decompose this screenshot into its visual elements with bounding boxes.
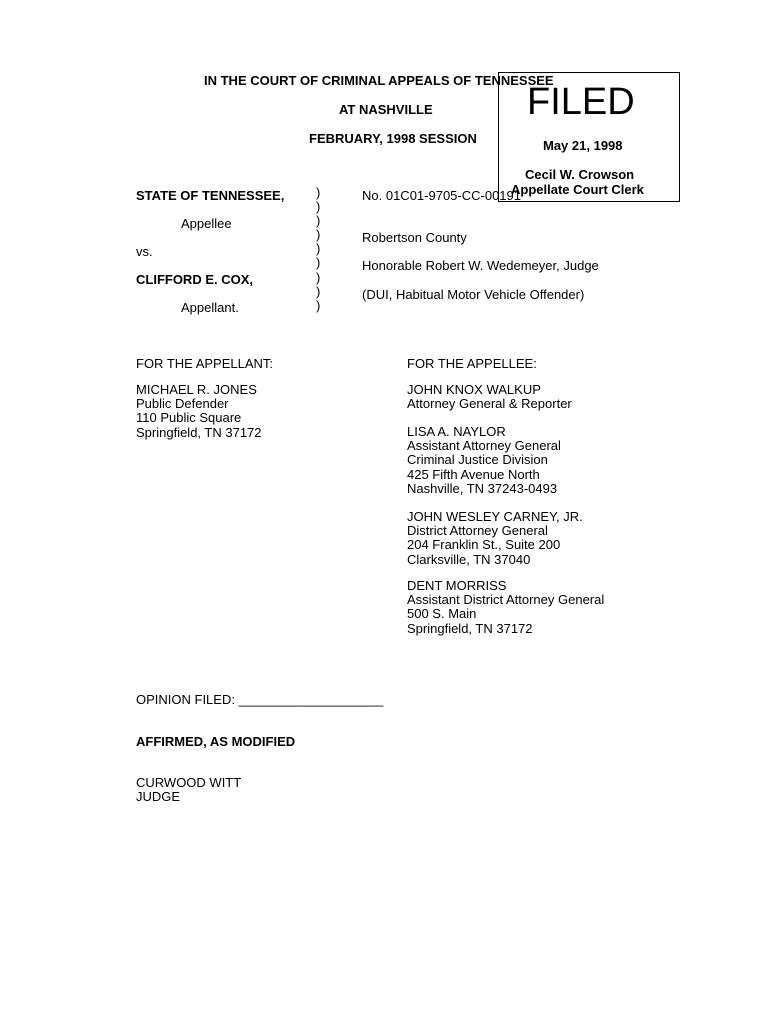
versus-label: vs.	[136, 244, 153, 259]
clerk-title: Appellate Court Clerk	[511, 182, 644, 197]
appellee-role: Appellee	[181, 216, 232, 231]
court-session: FEBRUARY, 1998 SESSION	[309, 131, 477, 146]
appellant-attorney-block: MICHAEL R. JONES Public Defender 110 Public Square Springfield, TN 37172	[136, 382, 262, 440]
appellee-attorney-block: LISA A. NAYLOR Assistant Attorney General Criminal Justice Division 425 Fifth Avenue North Nashville, TN 37243-0493	[407, 424, 561, 496]
opinion-author: CURWOOD WITT JUDGE	[136, 775, 242, 805]
appellant-role: Appellant.	[181, 300, 239, 315]
appellee-attorney-block: JOHN WESLEY CARNEY, JR. District Attorney General 204 Franklin St., Suite 200 Clarksville, TN 37040	[407, 509, 583, 567]
filed-date: May 21, 1998	[543, 138, 623, 153]
offense-description: (DUI, Habitual Motor Vehicle Offender)	[362, 287, 585, 302]
appellant-counsel-heading: FOR THE APPELLANT:	[136, 356, 274, 371]
appellee-attorney-block: DENT MORRISS Assistant District Attorney General 500 S. Main Springfield, TN 37172	[407, 578, 605, 636]
caption-paren-column: ) ) ) ) ) ) ) ) )	[316, 185, 321, 313]
court-name: IN THE COURT OF CRIMINAL APPEALS OF TENNESSEE	[204, 73, 554, 88]
appellee-party-name: STATE OF TENNESSEE,	[136, 188, 285, 203]
appellee-attorney-block: JOHN KNOX WALKUP Attorney General & Reporter	[407, 382, 572, 412]
appellant-party-name: CLIFFORD E. COX,	[136, 272, 253, 287]
disposition: AFFIRMED, AS MODIFIED	[136, 734, 296, 749]
opinion-filed-line: OPINION FILED: ____________________	[136, 692, 384, 707]
clerk-name: Cecil W. Crowson	[525, 167, 635, 182]
county: Robertson County	[362, 230, 467, 245]
filed-stamp-word: FILED	[527, 81, 635, 123]
appellee-counsel-heading: FOR THE APPELLEE:	[407, 356, 537, 371]
case-number: No. 01C01-9705-CC-00191	[362, 188, 521, 203]
court-location: AT NASHVILLE	[339, 102, 433, 117]
trial-judge: Honorable Robert W. Wedemeyer, Judge	[362, 258, 599, 273]
